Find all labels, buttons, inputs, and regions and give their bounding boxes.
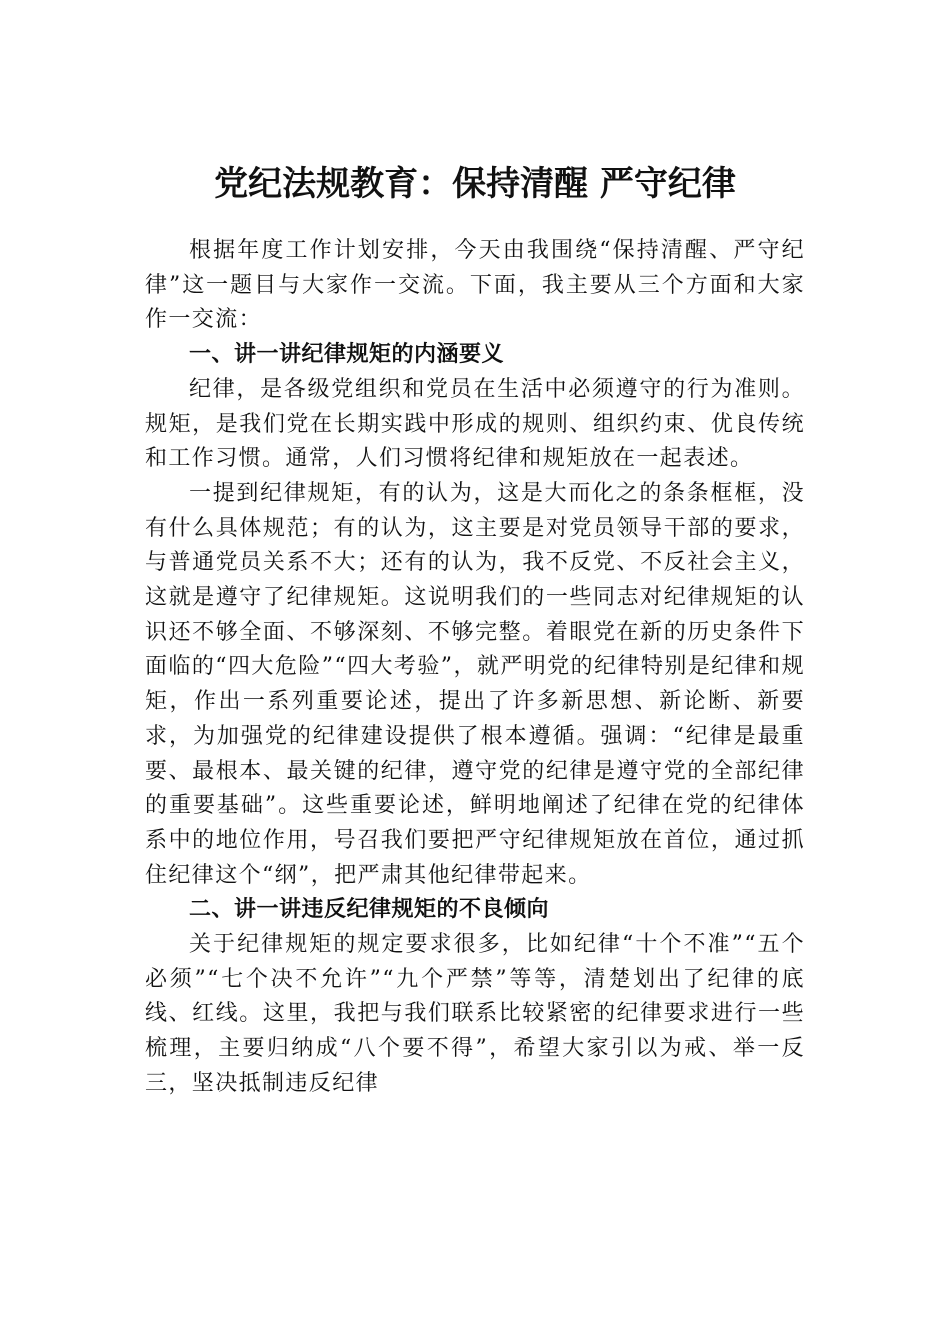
body-paragraph: 一提到纪律规矩，有的认为，这是大而化之的条条框框，没有什么具体规范；有的认为，这主要是对党员领导干部的要求，与普通党员关系不大；还有的认为，我不反党、不反社会主义，这就是遵守了纪律规矩。这说明我们的一些同志对纪律规矩的认识还不够全面、不够深刻、不够完整。着眼党在新的历史条件下面临的“四大危险”“四大考验”，就严明党的纪律特别是纪律和规矩，作出一系列重要论述，提出了许多新思想、新论断、新要求，为加强党的纪律建设提供了根本遵循。强调：“纪律是最重要、最根本、最关键的纪律，遵守党的纪律是遵守党的全部纪律的重要基础”。这些重要论述，鲜明地阐述了纪律在党的纪律体系中的地位作用，号召我们要把严守纪律规矩放在首位，通过抓住纪律这个“纲”，把严肃其他纪律带起来。 bbox=[145, 480, 805, 888]
document-title: 党纪法规教育：保持清醒 严守纪律 bbox=[214, 164, 736, 204]
section-heading-1: 一、讲一讲纪律规矩的内涵要义 bbox=[189, 342, 505, 368]
body-paragraph: 关于纪律规矩的规定要求很多，比如纪律“十个不准”“五个必须”“七个决不允许”“九个严禁”等等，清楚划出了纪律的底线、红线。这里，我把与我们联系比较紧密的纪律要求进行一些梳理，主要归纳成“八个要不得”，希望大家引以为戒、举一反三，坚决抵制违反纪律 bbox=[145, 932, 805, 1096]
document-body bbox=[145, 234, 805, 1102]
body-paragraph: 纪律，是各级党组织和党员在生活中必须遵守的行为准则。规矩，是我们党在长期实践中形成的规则、组织约束、优良传统和工作习惯。通常，人们习惯将纪律和规矩放在一起表述。 bbox=[145, 376, 805, 472]
intro-paragraph: 根据年度工作计划安排，今天由我围绕“保持清醒、严守纪律”这一题目与大家作一交流。下面，我主要从三个方面和大家作一交流： bbox=[145, 238, 805, 333]
section-heading-2: 二、讲一讲违反纪律规矩的不良倾向 bbox=[189, 897, 550, 923]
